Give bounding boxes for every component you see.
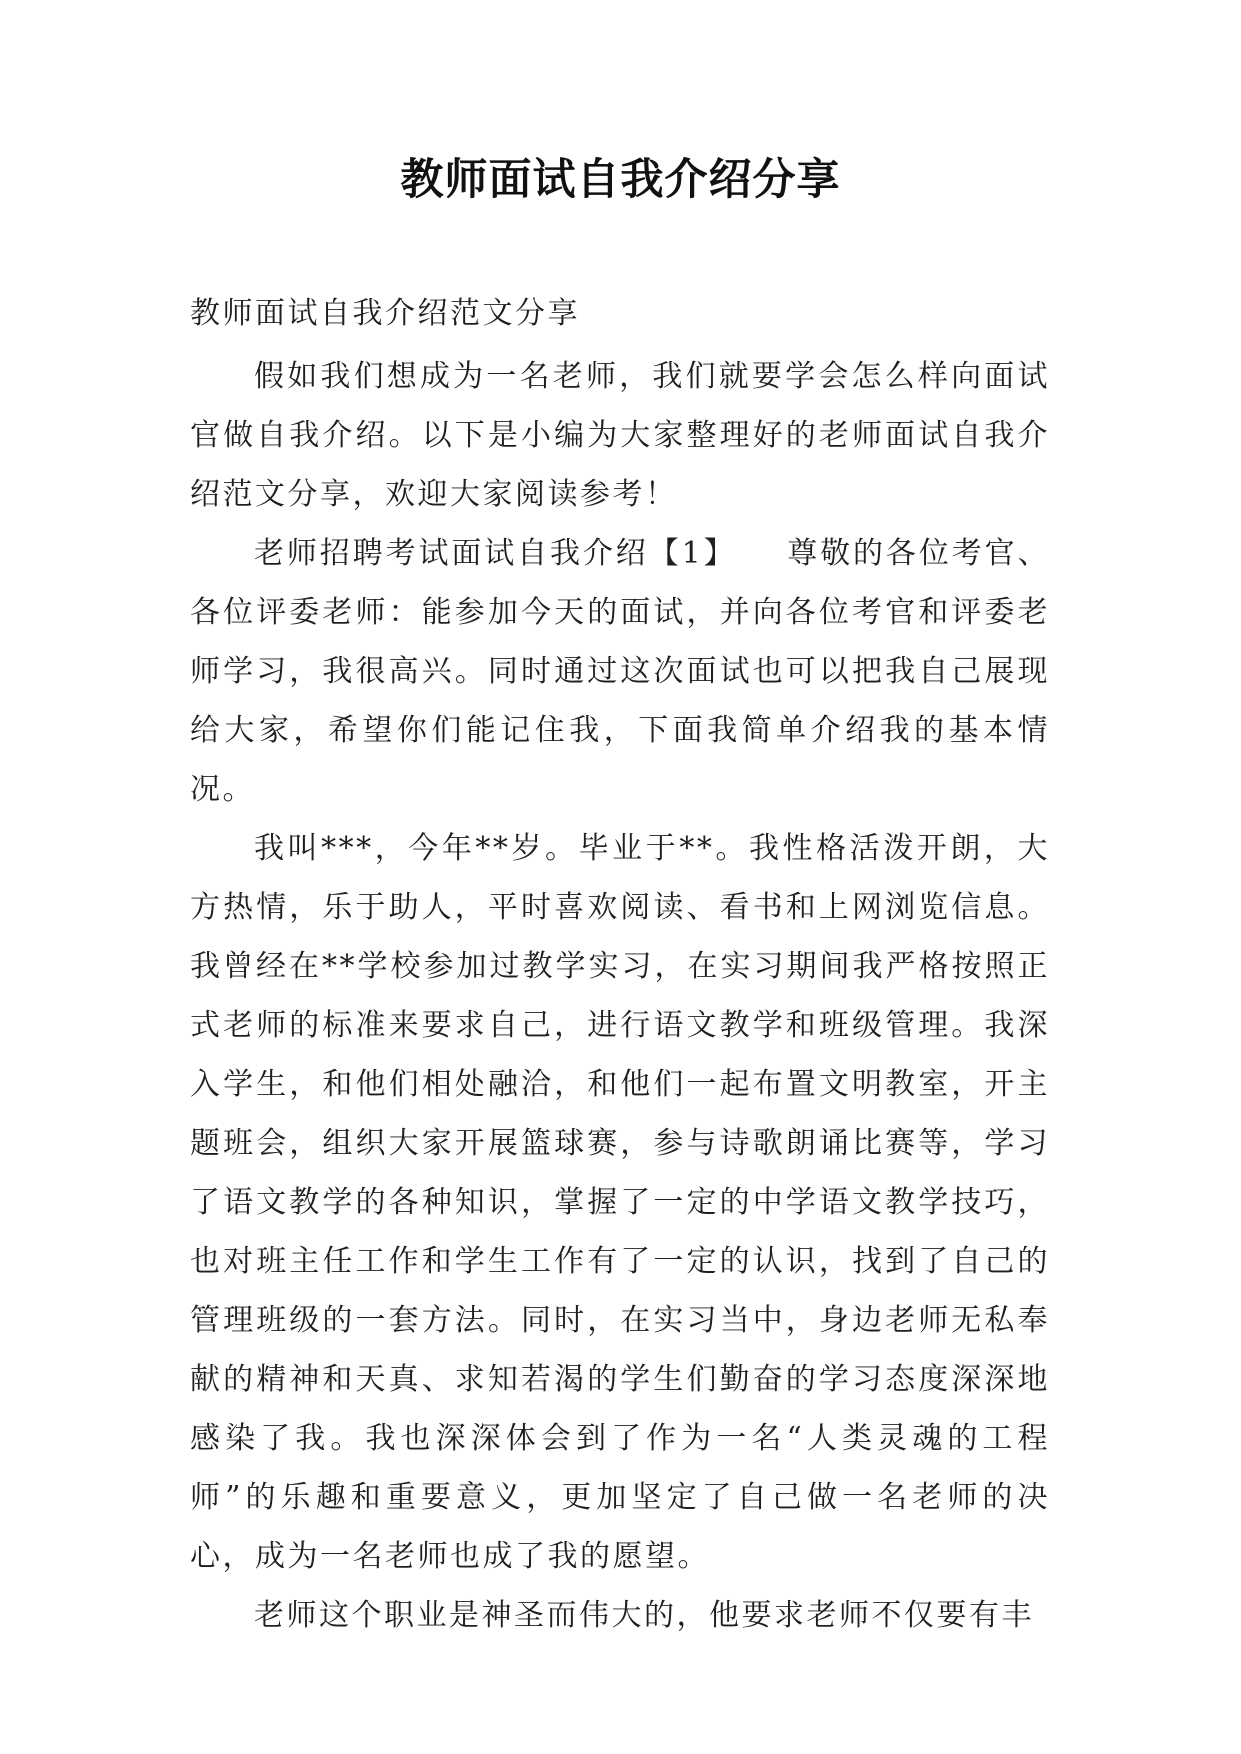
document-body: [190, 284, 1050, 1645]
paragraph-greeting: 老师招聘考试面试自我介绍【1】 尊敬的各位考官、各位评委老师：能参加今天的面试，并向各位考官和评委老师学习，我很高兴。同时通过这次面试也可以把我自己展现给大家，希望你们能记住我，下面我简单介绍我的基本情况。: [190, 536, 1050, 807]
paragraph-intro: 假如我们想成为一名老师，我们就要学会怎么样向面试官做自我介绍。以下是小编为大家整理好的老师面试自我介绍范文分享，欢迎大家阅读参考！: [190, 359, 1050, 512]
paragraph-self-description: 我叫***，今年**岁。毕业于**。我性格活泼开朗，大方热情，乐于助人，平时喜欢阅读、看书和上网浏览信息。我曾经在**学校参加过教学实习，在实习期间我严格按照正式老师的标准来要求自己，进行语文教学和班级管理。我深入学生，和他们相处融洽，和他们一起布置文明教室，开主题班会，组织大家开展篮球赛，参与诗歌朗诵比赛等，学习了语文教学的各种知识，掌握了一定的中学语文教学技巧，也对班主任工作和学生工作有了一定的认识，找到了自己的管理班级的一套方法。同时，在实习当中，身边老师无私奉献的精神和天真、求知若渴的学生们勤奋的学习态度深深地感染了我。我也深深体会到了作为一名“人类灵魂的工程师”的乐趣和重要意义，更加坚定了自己做一名老师的决心，成为一名老师也成了我的愿望。: [190, 831, 1050, 1574]
document-subtitle: 教师面试自我介绍范文分享: [190, 296, 580, 331]
paragraph-profession: 老师这个职业是神圣而伟大的，他要求老师不仅要有丰: [254, 1598, 1034, 1633]
document-title: 教师面试自我介绍分享: [400, 155, 841, 205]
